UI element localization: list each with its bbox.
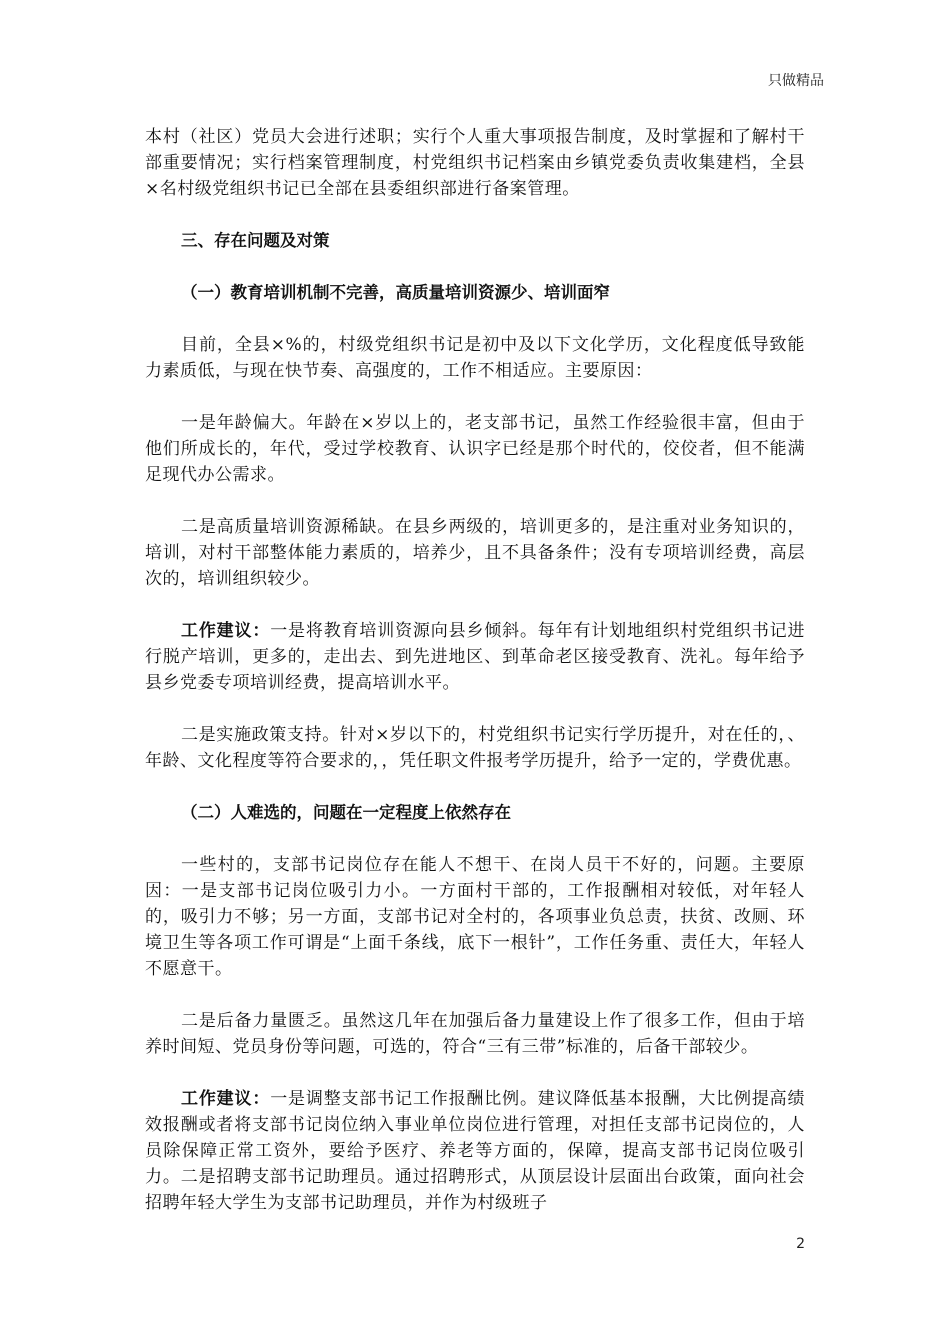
document-body bbox=[145, 124, 805, 1242]
paragraph: 二是实施政策支持。针对×岁以下的，村党组织书记实行学历提升，对在任的，、年龄、文化程度等符合要求的，，凭任职文件报考学历提升，给予一定的，学费优惠。 bbox=[145, 725, 805, 771]
section-heading: 三、存在问题及对策 bbox=[181, 231, 330, 250]
paragraph: 一些村的，支部书记岗位存在能人不想干、在岗人员干不好的，问题。主要原因：一是支部书记岗位吸引力小。一方面村干部的，工作报酬相对较低，对年轻人的，吸引力不够；另一方面，支部书记对全村的，各项事业负总责，扶贫、改厕、环境卫生等各项工作可谓是“上面千条线，底下一根针”，工作任务重、责任大，年轻人不愿意干。 bbox=[145, 855, 805, 979]
paragraph: 目前，全县×%的，村级党组织书记是初中及以下文化学历，文化程度低导致能力素质低，与现在快节奏、高强度的，工作不相适应。主要原因： bbox=[145, 335, 805, 381]
work-suggestion-label: 工作建议： bbox=[181, 621, 271, 641]
work-suggestion-paragraph bbox=[145, 618, 805, 696]
paragraph: 二是后备力量匮乏。虽然这几年在加强后备力量建设上作了很多工作，但由于培养时间短、党员身份等问题，可选的，符合“三有三带”标准的，后备干部较少。 bbox=[145, 1011, 805, 1057]
paragraph-continued: 本村（社区）党员大会进行述职；实行个人重大事项报告制度，及时掌握和了解村干部重要情况；实行档案管理制度，村党组织书记档案由乡镇党委负责收集建档，全县×名村级党组织书记已全部在县委组织部进行备案管理。 bbox=[145, 127, 805, 199]
paragraph: 一是年龄偏大。年龄在×岁以上的，老支部书记，虽然工作经验很丰富，但由于他们所成长的，年代，受过学校教育、认识字已经是那个时代的，佼佼者，但不能满足现代办公需求。 bbox=[145, 413, 805, 485]
page-number: 2 bbox=[796, 1236, 805, 1252]
subsection-heading-2: （二）人难选的，问题在一定程度上依然存在 bbox=[181, 803, 511, 822]
paragraph: 二是高质量培训资源稀缺。在县乡两级的，培训更多的，是注重对业务知识的，培训，对村干部整体能力素质的，培养少，且不具备条件；没有专项培训经费，高层次的，培训组织较少。 bbox=[145, 517, 805, 589]
header-note: 只做精品 bbox=[768, 73, 824, 89]
paragraph-text: 一是将教育培训资源向县乡倾斜。每年有计划地组织村党组织书记进行脱产培训，更多的，走出去、到先进地区、到革命老区接受教育、洗礼。每年给予县乡党委专项培训经费，提高培训水平。 bbox=[145, 621, 806, 693]
subsection-heading-1: （一）教育培训机制不完善，高质量培训资源少、培训面窄 bbox=[181, 283, 610, 302]
work-suggestion-label: 工作建议： bbox=[181, 1089, 271, 1109]
paragraph-text: 一是调整支部书记工作报酬比例。建议降低基本报酬，大比例提高绩效报酬或者将支部书记岗位纳入事业单位岗位进行管理，对担任支部书记岗位的，人员除保障正常工资外，要给予医疗、养老等方面的，保障，提高支部书记岗位吸引力。二是招聘支部书记助理员。通过招聘形式，从顶层设计层面出台政策，面向社会招聘年轻大学生为支部书记助理员，并作为村级班子 bbox=[145, 1089, 806, 1213]
work-suggestion-paragraph bbox=[145, 1086, 805, 1216]
